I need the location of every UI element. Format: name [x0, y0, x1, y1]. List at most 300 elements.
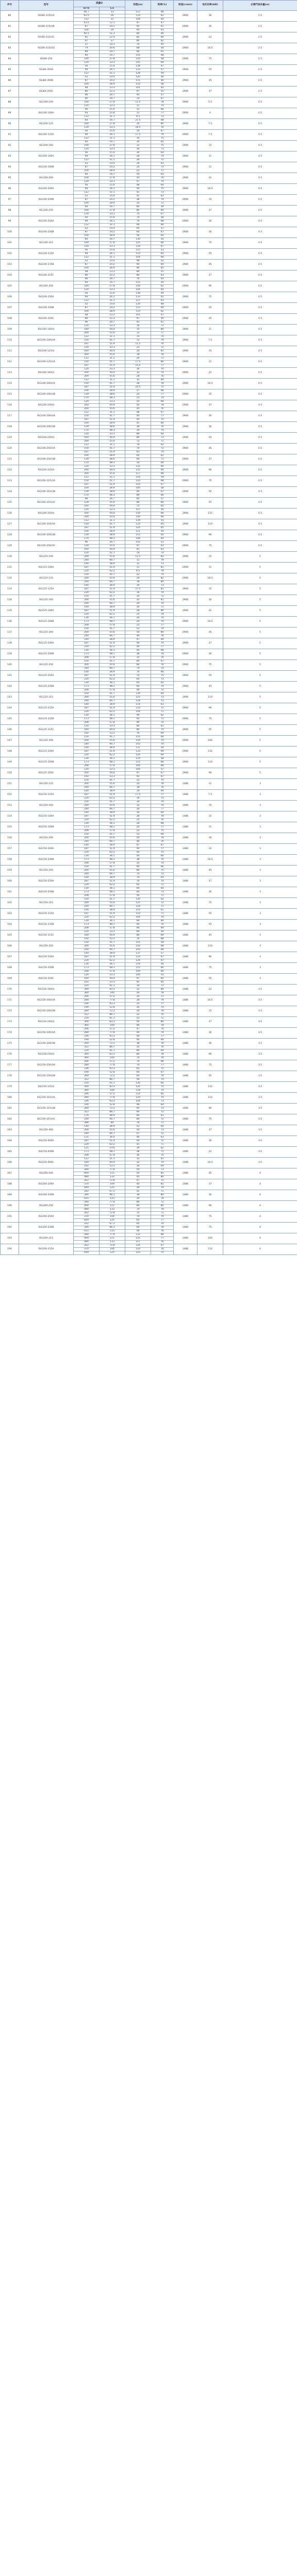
- head-cell: 24: [125, 826, 151, 829]
- flow-ls-cell: 66.7: [100, 873, 125, 876]
- flow-ls-cell: 27.8: [100, 58, 125, 61]
- model-cell: ISG100-100A: [19, 108, 74, 119]
- flow-ls-cell: 33.3: [100, 974, 125, 977]
- flow-m3h-cell: 346: [74, 1226, 100, 1230]
- flow-m3h-cell: 288: [74, 1122, 100, 1125]
- model-cell: ISG100-315(I)A: [19, 476, 74, 487]
- row-number: 93: [1, 151, 19, 162]
- efficiency-cell: 54: [151, 530, 174, 534]
- header-model: 型号: [19, 1, 74, 11]
- efficiency-cell: 65: [151, 682, 174, 685]
- flow-m3h-cell: 174: [74, 494, 100, 498]
- head-cell: 84: [125, 1114, 151, 1118]
- flow-m3h-cell: 100: [74, 58, 100, 61]
- flow-ls-cell: 86.7: [100, 1046, 125, 1049]
- flow-m3h-cell: 87: [74, 25, 100, 29]
- flow-m3h-cell: 224: [74, 884, 100, 887]
- model-cell: ISG100-125(I)A: [19, 357, 74, 368]
- head-cell: 9.5: [125, 115, 151, 119]
- efficiency-cell: 67: [151, 411, 174, 415]
- power-cell: 30: [197, 411, 223, 422]
- flow-m3h-cell: 112: [74, 224, 100, 227]
- flow-m3h-cell: 200: [74, 577, 100, 581]
- flow-ls-cell: 100: [100, 1089, 125, 1093]
- efficiency-cell: 66: [151, 494, 174, 498]
- flow-ls-cell: 48.1: [100, 967, 125, 970]
- efficiency-cell: 75: [151, 144, 174, 148]
- table-row: [1, 1006, 297, 1010]
- row-number: 145: [1, 714, 19, 725]
- flow-ls-cell: 133: [100, 1176, 125, 1179]
- efficiency-cell: 63: [151, 703, 174, 707]
- flow-ls-cell: 31.1: [100, 1158, 125, 1161]
- flow-m3h-cell: 200: [74, 353, 100, 357]
- row-number: 181: [1, 1104, 19, 1114]
- head-cell: 133: [125, 956, 151, 959]
- efficiency-cell: 72: [151, 595, 174, 599]
- flow-ls-cell: 36.1: [100, 682, 125, 685]
- table-row: [1, 422, 297, 426]
- flow-ls-cell: 33.3: [100, 325, 125, 328]
- flow-m3h-cell: 160: [74, 1161, 100, 1165]
- flow-m3h-cell: 112: [74, 476, 100, 480]
- table-row: [1, 119, 297, 123]
- power-cell: 15: [197, 584, 223, 595]
- npsh-cell: 4.5: [223, 530, 297, 541]
- head-cell: 60: [125, 458, 151, 462]
- model-cell: ISG100-350(I): [19, 509, 74, 519]
- head-cell: 44: [125, 848, 151, 851]
- flow-m3h-cell: 100: [74, 285, 100, 289]
- efficiency-cell: 71: [151, 1150, 174, 1154]
- speed-cell: 1480: [174, 1104, 197, 1114]
- table-row: [1, 400, 297, 404]
- speed-cell: 2900: [174, 173, 197, 184]
- flow-ls-cell: 14.4: [100, 260, 125, 263]
- flow-m3h-cell: 240: [74, 840, 100, 844]
- head-cell: 108: [125, 537, 151, 541]
- row-number: 168: [1, 963, 19, 974]
- flow-m3h-cell: 312: [74, 1013, 100, 1017]
- head-cell: 100: [125, 768, 151, 772]
- npsh-cell: 3: [223, 779, 297, 790]
- head-cell: 32: [125, 1161, 151, 1165]
- flow-m3h-cell: 120: [74, 126, 100, 130]
- row-number: 114: [1, 379, 19, 389]
- table-row: [1, 530, 297, 534]
- efficiency-cell: 65: [151, 1093, 174, 1096]
- npsh-cell: 3.5: [223, 1049, 297, 1060]
- npsh-cell: 3.5: [223, 985, 297, 995]
- head-cell: 70: [125, 220, 151, 224]
- flow-m3h-cell: 187: [74, 566, 100, 570]
- speed-cell: 1480: [174, 952, 197, 963]
- head-cell: 56: [125, 1078, 151, 1082]
- efficiency-cell: 80: [151, 609, 174, 613]
- flow-m3h-cell: 174: [74, 462, 100, 465]
- model-cell: ISG150-160B: [19, 822, 74, 833]
- head-cell: 104: [125, 710, 151, 714]
- flow-ls-cell: 11.3: [100, 32, 125, 36]
- efficiency-cell: 72: [151, 1118, 174, 1122]
- power-cell: 90: [197, 1201, 223, 1212]
- row-number: 158: [1, 855, 19, 866]
- efficiency-cell: 65: [151, 523, 174, 527]
- flow-ls-cell: 24.2: [100, 231, 125, 234]
- flow-m3h-cell: 200: [74, 440, 100, 444]
- flow-ls-cell: 57.8: [100, 624, 125, 628]
- flow-ls-cell: 55.6: [100, 837, 125, 840]
- speed-cell: 2900: [174, 346, 197, 357]
- flow-m3h-cell: 242: [74, 1223, 100, 1226]
- flow-ls-cell: 51.9: [100, 609, 125, 613]
- power-cell: 18.5: [197, 855, 223, 866]
- table-row: [1, 606, 297, 609]
- efficiency-cell: 68: [151, 649, 174, 653]
- efficiency-cell: 61: [151, 296, 174, 299]
- flow-ls-cell: 38.6: [100, 534, 125, 537]
- head-cell: 45: [125, 408, 151, 411]
- head-cell: 44: [125, 1031, 151, 1035]
- speed-cell: 1480: [174, 1190, 197, 1201]
- flow-m3h-cell: 192: [74, 732, 100, 736]
- head-cell: 118: [125, 905, 151, 909]
- head-cell: 50: [125, 1172, 151, 1176]
- efficiency-cell: 54: [151, 238, 174, 242]
- power-cell: 45: [197, 866, 223, 876]
- power-cell: 75: [197, 1060, 223, 1071]
- npsh-cell: 5: [223, 736, 297, 747]
- table-body: [1, 11, 297, 1255]
- flow-ls-cell: 27.8: [100, 101, 125, 105]
- row-number: 126: [1, 509, 19, 519]
- flow-m3h-cell: 415: [74, 1230, 100, 1233]
- power-cell: 75: [197, 963, 223, 974]
- model-cell: ISG100-200(I): [19, 400, 74, 411]
- model-cell: ISG125-125: [19, 573, 74, 584]
- table-row: [1, 433, 297, 436]
- head-cell: 12: [125, 563, 151, 566]
- head-cell: 70: [125, 1215, 151, 1219]
- model-cell: ISG150-315: [19, 898, 74, 909]
- efficiency-cell: 62: [151, 40, 174, 43]
- flow-m3h-cell: 480: [74, 1208, 100, 1212]
- flow-m3h-cell: 130: [74, 649, 100, 653]
- flow-m3h-cell: 56: [74, 216, 100, 220]
- head-cell: 80: [125, 40, 151, 43]
- head-cell: 155: [125, 736, 151, 739]
- flow-ls-cell: 41.7: [100, 736, 125, 739]
- flow-ls-cell: 38.9: [100, 790, 125, 793]
- model-cell: ISG150-250B: [19, 887, 74, 898]
- row-number: 84: [1, 54, 19, 65]
- power-cell: 55: [197, 671, 223, 682]
- model-cell: ISG125-250A: [19, 671, 74, 682]
- flow-m3h-cell: 112: [74, 379, 100, 382]
- npsh-cell: 4.5: [223, 227, 297, 238]
- power-cell: 30: [197, 1136, 223, 1147]
- power-cell: 22: [197, 606, 223, 617]
- npsh-cell: 4.5: [223, 97, 297, 108]
- flow-m3h-cell: 150: [74, 480, 100, 483]
- efficiency-cell: 58: [151, 487, 174, 490]
- model-cell: ISG150-315C: [19, 930, 74, 941]
- flow-m3h-cell: 139: [74, 458, 100, 462]
- speed-cell: 1480: [174, 1223, 197, 1233]
- flow-m3h-cell: 140: [74, 703, 100, 707]
- flow-ls-cell: 31.1: [100, 224, 125, 227]
- efficiency-cell: 69: [151, 934, 174, 938]
- flow-m3h-cell: 160: [74, 350, 100, 353]
- flow-ls-cell: 48.1: [100, 826, 125, 829]
- efficiency-cell: 67: [151, 231, 174, 234]
- model-cell: ISG150-315(I)C: [19, 1114, 74, 1125]
- head-cell: 76: [125, 938, 151, 941]
- efficiency-cell: 61: [151, 50, 174, 54]
- flow-m3h-cell: 360: [74, 1057, 100, 1060]
- head-cell: 16: [125, 797, 151, 801]
- head-cell: 24: [125, 393, 151, 397]
- flow-ls-cell: 72.2: [100, 1075, 125, 1078]
- row-number: 131: [1, 563, 19, 573]
- speed-cell: 2900: [174, 476, 197, 487]
- row-number: 189: [1, 1190, 19, 1201]
- efficiency-cell: 76: [151, 177, 174, 180]
- efficiency-cell: 76: [151, 1057, 174, 1060]
- head-cell: 24.5: [125, 386, 151, 389]
- model-cell: ISG150-200(I)A: [19, 1028, 74, 1039]
- row-number: 183: [1, 1125, 19, 1136]
- npsh-cell: 4.5: [223, 184, 297, 195]
- flow-ls-cell: 72.2: [100, 1010, 125, 1013]
- head-cell: 22: [125, 624, 151, 628]
- model-cell: ISG100-315: [19, 238, 74, 249]
- flow-m3h-cell: 140: [74, 671, 100, 674]
- speed-cell: 1480: [174, 1147, 197, 1158]
- flow-m3h-cell: 112: [74, 191, 100, 195]
- head-cell: 130: [125, 692, 151, 696]
- power-cell: 7.5: [197, 335, 223, 346]
- efficiency-cell: 66: [151, 970, 174, 974]
- power-cell: 22: [197, 985, 223, 995]
- flow-m3h-cell: 300: [74, 1053, 100, 1057]
- efficiency-cell: 47: [151, 314, 174, 317]
- flow-ls-cell: 33.3: [100, 465, 125, 469]
- npsh-cell: 5: [223, 563, 297, 573]
- speed-cell: 2900: [174, 314, 197, 325]
- efficiency-cell: 72: [151, 1179, 174, 1183]
- model-cell: ISG150-315A: [19, 909, 74, 920]
- speed-cell: 2900: [174, 76, 197, 87]
- speed-cell: 2900: [174, 206, 197, 216]
- flow-ls-cell: 77.8: [100, 1168, 125, 1172]
- model-cell: ISG80-350C: [19, 87, 74, 97]
- flow-m3h-cell: 200: [74, 869, 100, 873]
- head-cell: 18: [125, 581, 151, 584]
- efficiency-cell: 77: [151, 1237, 174, 1241]
- flow-ls-cell: 77.8: [100, 1201, 125, 1205]
- flow-m3h-cell: 104: [74, 29, 100, 32]
- flow-m3h-cell: 120: [74, 930, 100, 934]
- head-cell: 110: [125, 707, 151, 710]
- flow-m3h-cell: 120: [74, 509, 100, 512]
- flow-m3h-cell: 280: [74, 1201, 100, 1205]
- head-cell: 38: [125, 653, 151, 656]
- table-row: [1, 379, 297, 382]
- flow-ls-cell: 55.6: [100, 739, 125, 743]
- head-cell: 13: [125, 332, 151, 335]
- flow-m3h-cell: 96: [74, 541, 100, 545]
- row-number: 110: [1, 335, 19, 346]
- flow-m3h-cell: 56: [74, 108, 100, 112]
- flow-m3h-cell: 140: [74, 909, 100, 912]
- model-cell: ISG100-160(I)B: [19, 389, 74, 400]
- flow-m3h-cell: 173: [74, 1150, 100, 1154]
- npsh-cell: 5: [223, 628, 297, 638]
- npsh-cell: 2.5: [223, 11, 297, 22]
- power-cell: 132: [197, 747, 223, 757]
- efficiency-cell: 61: [151, 321, 174, 325]
- head-cell: 95: [125, 718, 151, 721]
- flow-m3h-cell: 262: [74, 1244, 100, 1248]
- npsh-cell: 3.5: [223, 1028, 297, 1039]
- power-cell: 90: [197, 1104, 223, 1114]
- flow-ls-cell: 83.3: [100, 1021, 125, 1024]
- head-cell: 33: [125, 1158, 151, 1161]
- head-cell: 34: [125, 1197, 151, 1201]
- speed-cell: 2900: [174, 530, 197, 541]
- head-cell: 109: [125, 970, 151, 974]
- head-cell: 74: [125, 671, 151, 674]
- head-cell: 92: [125, 981, 151, 985]
- table-row: [1, 1114, 297, 1118]
- table-row: [1, 1233, 297, 1237]
- flow-ls-cell: 83.3: [100, 1086, 125, 1089]
- head-cell: 115: [125, 534, 151, 537]
- speed-cell: 2900: [174, 444, 197, 454]
- efficiency-cell: 45: [151, 43, 174, 47]
- head-cell: 44: [125, 415, 151, 418]
- table-row: [1, 811, 297, 815]
- head-cell: 90: [125, 1111, 151, 1114]
- efficiency-cell: 70: [151, 923, 174, 927]
- header-eff: 效率(%): [151, 1, 174, 11]
- model-cell: ISG100-125(I): [19, 346, 74, 357]
- flow-m3h-cell: 208: [74, 721, 100, 725]
- npsh-cell: 3: [223, 920, 297, 930]
- head-cell: 44: [125, 1140, 151, 1143]
- head-cell: 155: [125, 941, 151, 945]
- head-cell: 47: [125, 1028, 151, 1031]
- power-cell: 15: [197, 801, 223, 811]
- row-number: 127: [1, 519, 19, 530]
- efficiency-cell: 68: [151, 400, 174, 404]
- flow-ls-cell: 44.4: [100, 505, 125, 509]
- row-number: 102: [1, 249, 19, 260]
- efficiency-cell: 72: [151, 884, 174, 887]
- flow-m3h-cell: 52: [74, 162, 100, 166]
- flow-ls-cell: 44.4: [100, 371, 125, 375]
- model-cell: ISG100-160B: [19, 162, 74, 173]
- npsh-cell: 4.5: [223, 108, 297, 119]
- table-row: [1, 22, 297, 25]
- flow-ls-cell: 57.8: [100, 829, 125, 833]
- head-cell: 85: [125, 498, 151, 501]
- table-row: [1, 54, 297, 58]
- model-cell: ISG100-350(I)A: [19, 519, 74, 530]
- flow-ls-cell: 28.9: [100, 487, 125, 490]
- table-row: [1, 1017, 297, 1021]
- model-cell: ISG125-160: [19, 595, 74, 606]
- table-row: [1, 963, 297, 967]
- flow-m3h-cell: 150: [74, 382, 100, 386]
- efficiency-cell: 76: [151, 126, 174, 130]
- npsh-cell: 3.5: [223, 1136, 297, 1147]
- flow-ls-cell: 51.9: [100, 483, 125, 487]
- npsh-cell: 3.5: [223, 1114, 297, 1125]
- head-cell: 44: [125, 1183, 151, 1187]
- speed-cell: 1480: [174, 833, 197, 844]
- row-number: 164: [1, 920, 19, 930]
- power-cell: 75: [197, 54, 223, 65]
- flow-ls-cell: 72.2: [100, 1042, 125, 1046]
- head-cell: 143: [125, 948, 151, 952]
- flow-m3h-cell: 260: [74, 1042, 100, 1046]
- power-cell: 90: [197, 952, 223, 963]
- efficiency-cell: 76: [151, 819, 174, 822]
- head-cell: 26: [125, 822, 151, 826]
- efficiency-cell: 46: [151, 32, 174, 36]
- power-cell: 90: [197, 530, 223, 541]
- flow-m3h-cell: 200: [74, 945, 100, 948]
- head-cell: 54: [125, 1168, 151, 1172]
- flow-m3h-cell: 224: [74, 570, 100, 573]
- flow-m3h-cell: 192: [74, 1165, 100, 1168]
- model-cell: ISG100-350C: [19, 314, 74, 325]
- flow-ls-cell: 51.9: [100, 880, 125, 884]
- head-cell: 132: [125, 1233, 151, 1237]
- flow-ls-cell: 33.3: [100, 180, 125, 184]
- head-cell: 138: [125, 292, 151, 296]
- row-number: 87: [1, 87, 19, 97]
- flow-ls-cell: 83.3: [100, 1053, 125, 1057]
- efficiency-cell: 79: [151, 642, 174, 646]
- flow-m3h-cell: 374: [74, 1215, 100, 1219]
- flow-ls-cell: 36.1: [100, 822, 125, 826]
- flow-ls-cell: 33.3: [100, 61, 125, 65]
- power-cell: 160: [197, 1233, 223, 1244]
- efficiency-cell: 81: [151, 1183, 174, 1187]
- head-cell: 21.5: [125, 119, 151, 123]
- flow-ls-cell: 41.7: [100, 595, 125, 599]
- efficiency-cell: 73: [151, 1107, 174, 1111]
- head-cell: 35: [125, 1046, 151, 1049]
- flow-ls-cell: 51.9: [100, 1140, 125, 1143]
- efficiency-cell: 65: [151, 977, 174, 981]
- head-cell: 32: [125, 371, 151, 375]
- flow-m3h-cell: 80: [74, 90, 100, 94]
- head-cell: 11: [125, 105, 151, 108]
- table-row: [1, 1125, 297, 1129]
- flow-ls-cell: 16.7: [100, 97, 125, 101]
- flow-m3h-cell: 173: [74, 761, 100, 765]
- flow-m3h-cell: 200: [74, 902, 100, 905]
- flow-m3h-cell: 220: [74, 1049, 100, 1053]
- power-cell: 15: [197, 346, 223, 357]
- flow-m3h-cell: 120: [74, 325, 100, 328]
- efficiency-cell: 80: [151, 1205, 174, 1208]
- head-cell: 14: [125, 552, 151, 555]
